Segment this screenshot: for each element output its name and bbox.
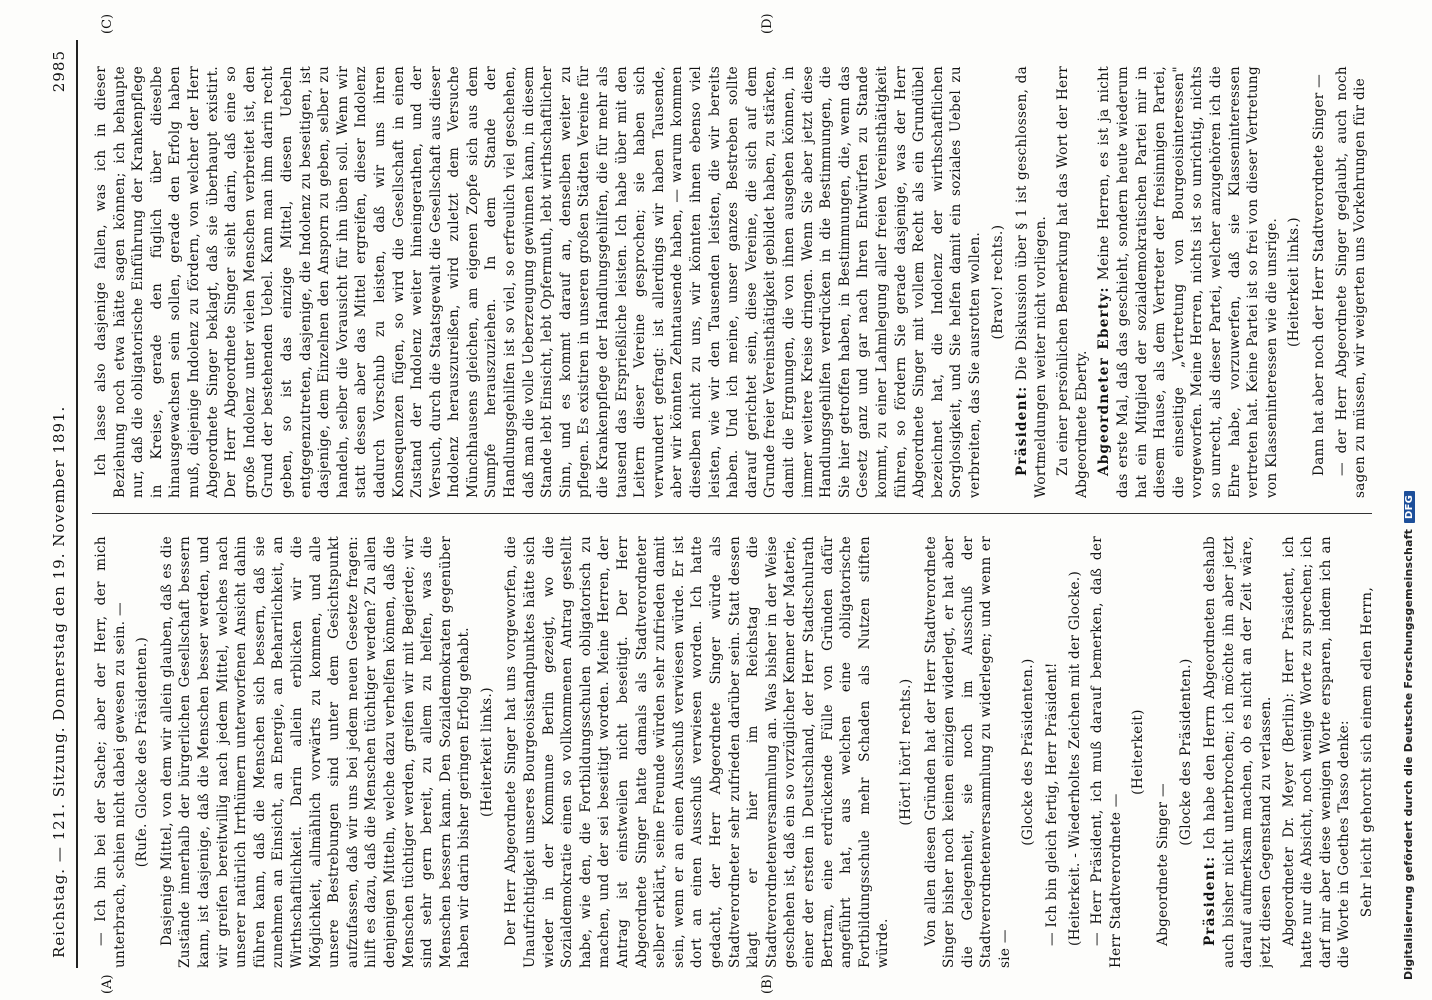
margin-mark-d: (D) [760, 13, 775, 34]
paragraph-text: Von allen diesen Gründen hat der Herr Stadtverordnete Singer bisher noch keinen einzigen widerlegt, er hat aber die Gelegenheit, sie noch im Ausschuß der Stadtverordnetenversammlung zu widerlegen; und wenn er sie — [922, 536, 1013, 968]
text-paragraph [1095, 66, 1281, 498]
paragraph-text: (Heiterkeit links.) [1286, 217, 1303, 347]
paragraph-text: Meine Herren, es ist ja nicht das erste Mal, daß das geschieht, sondern heute wiederum hat ein Mitglied der sozialdemokratischen Partei mir in diesem Hause, als dem Vertreter der freisinnigen Partei, die einseitige „Vertretung von Bourgeoisinteressen" vorgeworfen. Meine Herren, nichts ist so unrichtig, nichts so unrecht, als dieser Partei, welcher anzugehören ich die Ehre habe, vorzuwerfen, daß sie Klasseninteressen vertreten hat. Keine Partei ist so frei von dieser Vertretung von Klasseninteressen wie die unsrige. [1096, 66, 1280, 498]
stage-direction [1177, 536, 1196, 968]
paragraph-text: (Heiterkeit links.) [478, 687, 495, 817]
text-paragraph [92, 536, 129, 968]
stage-direction [897, 536, 916, 968]
paragraph-text: (Bravo! rechts.) [989, 224, 1006, 340]
text-paragraph [1201, 536, 1275, 968]
text-paragraph [1154, 536, 1173, 968]
text-paragraph [158, 536, 474, 968]
stage-direction [1285, 66, 1304, 498]
paragraph-text: Dasjenige Mittel, von dem wir allein glauben, daß es die Zustände innerhalb der bürgerlichen Gesellschaft bessern kann, ist dasjenige, daß die Menschen besser werden, und wir greifen bereitwillig nach jedem Mittel, welches nach unserer natürlich Irrthümern unterworfenen Ansicht dahin führen kann, daß die Menschen sich bessern, daß sie zunehmen an Einsicht, an Energie, an Beharrlichkeit, an Wirthschaftlichkeit. Darin allein erblicken wir die Möglichkeit, allmählich vorwärts zu kommen, und alle unsere Bestrebungen sind unter dem Gesichtspunkt aufzufassen, daß wir uns bei jedem neuen Gesetze fragen: hilft es dazu, daß die Menschen tüchtiger werden? Zu allen denjenigen Mitteln, welche dazu verhelfen können, daß die Menschen tüchtiger werden, greifen wir mit Begierde; wir sind sehr gern bereit, zu allem zu helfen, was die Menschen bessern kann. Den Sozialdemokraten gegenüber haben wir darin bisher geringen Erfolg gehabt. [158, 536, 473, 968]
paragraph-text: Der Herr Abgeordnete Singer hat uns vorgeworfen, die Unaufrichtigkeit unseres Bourgeoisstandpunktes hätte sich wieder in der Kommune Berlin gezeigt, wo die Sozialdemokratie einen so vollkommenen Antrag gestellt habe, wie den, die Fortbildungsschulen obligatorisch zu machen, und der sei beseitigt worden. Meine Herren, der Antrag ist einstweilen nicht beseitigt. Der Herr Abgeordnete Singer hatte damals als Stadtverordneter selber erklärt, seine Freunde würden sehr zufrieden damit sein, wenn er an einen Ausschuß verwiesen würde. Er ist dort an einen Ausschuß verwiesen worden. Ich hatte gedacht, der Herr Abgeordnete Singer würde als Stadtverordneter sehr zufrieden darüber sein. Statt dessen klagt er hier im Reichstag die Stadtverordnetenversammlung an. Was bisher in der Weise geschehen ist, daß ein so vorzüglicher Kenner der Materie, einer der ersten in Deutschland, der Herr Stadtschulrath Bertram, eine erdrückende Fülle von Gründen dafür angeführt hat, aus welchen eine obligatorische Fortbildungsschule mehr Schaden als Nutzen stiften würde. [503, 536, 892, 968]
text-paragraph [502, 536, 892, 968]
paragraph-text: Dann hat aber noch der Herr Stadtverordnete Singer — [1311, 73, 1327, 476]
paragraph-text: — Ich bin gleich fertig, Herr Präsident! [1044, 662, 1061, 946]
text-paragraph [922, 536, 1015, 968]
text-paragraph [1310, 66, 1329, 498]
margin-mark-a: (A) [100, 974, 115, 994]
text-paragraph [1013, 66, 1050, 498]
paragraph-text: Sehr leicht gehorcht sich einem edlen Herrn, [1359, 586, 1375, 918]
digitization-credit [1402, 40, 1415, 980]
paragraph-text: (Glocke des Präsidenten.) [1177, 658, 1194, 846]
column-divider [92, 513, 1372, 514]
speaker-name: Präsident: [1202, 855, 1219, 946]
text-paragraph [1066, 536, 1085, 968]
page-header [40, 40, 82, 968]
running-title: Reichstag. — 121. Sitzung. Donnerstag den 19. November 1891. [50, 405, 68, 958]
speaker-name: Präsident: [1014, 385, 1031, 476]
text-paragraph [1333, 66, 1370, 498]
rotated-document-page [40, 13, 1400, 994]
paragraph-text: Die Diskussion über § 1 ist geschlossen, da Wortmeldungen weiter nicht vorliegen. [1014, 66, 1049, 498]
paragraph-text: Zu einer persönlichen Bemerkung hat das Wort der Herr Abgeordnete Eberty. [1055, 66, 1090, 498]
paragraph-text: (Glocke des Präsidenten.) [1019, 658, 1036, 846]
paragraph-text: Abgeordneter Dr. Meyer (Berlin): Herr Präsident, ich hatte nur die Absicht, noch wenige Worte zu sprechen; ich darf mir aber diese wenigen Worte ersparen, indem ich an die Worte in Goethes Tasso denke: [1280, 536, 1353, 968]
text-paragraph [1054, 66, 1091, 498]
text-paragraph [1088, 536, 1125, 968]
paragraph-text: Ich habe den Herrn Abgeordneten deshalb auch bisher nicht unterbrochen; ich möchte ihn aber jetzt darauf aufmerksam machen, ob es nicht an der Zeit wäre, jetzt diesen Gegenstand zu verlassen. [1202, 536, 1275, 968]
margin-mark-b: (B) [760, 974, 775, 994]
stage-direction [989, 66, 1008, 498]
paragraph-text: (Heiterkeit) [1130, 709, 1147, 795]
stage-direction [1358, 536, 1377, 968]
paragraph-text: — der Herr Abgeordnete Singer geglaubt, auch noch sagen zu müssen, wir weigerten uns Vorkehrungen für die [1333, 66, 1369, 498]
speaker-name: Abgeordneter Eberty: [1096, 286, 1113, 476]
paragraph-text: (Rufe. Glocke des Präsidenten.) [134, 636, 151, 868]
paragraph-text: (Hört! hört! rechts.) [897, 678, 914, 826]
credit-text: Digitalisierung gefördert durch die Deutsche Forschungsgemeinschaft [1402, 528, 1415, 980]
stage-direction [1019, 536, 1038, 968]
paragraph-text: — Herr Präsident, ich muß darauf bemerken, daß der Herr Stadtverordnete — [1089, 536, 1124, 968]
text-paragraph [92, 66, 985, 498]
paragraph-text: — Ich bin bei der Sache; aber der Herr, der mich unterbrach, schien nicht dabei gewesen zu sein. — [93, 536, 128, 968]
page-number: 2985 [50, 50, 68, 93]
text-column-right [92, 66, 1382, 498]
stage-direction [1129, 536, 1148, 968]
text-column-left [92, 536, 1382, 968]
text-paragraph [1043, 536, 1062, 968]
text-paragraph [1280, 536, 1354, 968]
stage-direction [478, 536, 497, 968]
stage-direction [133, 536, 152, 968]
paragraph-text: Abgeordnete Singer — [1155, 783, 1172, 946]
margin-mark-c: (C) [100, 13, 115, 34]
paragraph-text: (Heiterkeit. - Wiederholtes Zeichen mit der Glocke.) [1066, 570, 1083, 946]
paragraph-text: Ich lasse also dasjenige fallen, was ich in dieser Beziehung noch etwa hätte sagen können; ich behaupte nur, daß die obligatorische Einführung der Krankenpflege in Kreise, gerade den füglich über dieselbe hinausgewachsen sein sollen, gerade den Erfolg haben muß, diejenige Indolenz zu fördern, von welcher der Herr Abgeordnete Singer beklagt, daß sie überhaupt existirt. Der Herr Abgeordnete Singer sieht darin, daß eine so große Indolenz unter vielen Menschen verbreitet ist, den Grund der bestehenden Uebel. Kann man ihm darin recht geben, so ist das einzige Mittel, diesen Uebeln entgegenzutreten, dasjenige, die Indolenz zu beseitigen, ist dasjenige, dem Einzelnen den Ansporn zu geben, selber zu handeln, selber die Vorausicht für ihn üben soll. Wenn wir statt dessen aber das Mittel ergreifen, dieser Indolenz dadurch Vorschub zu leisten, daß wir uns ihren Konsequenzen fügen, so wird die Gesellschaft in einen Zustand der Indolenz weiter hineingerathen, und der Versuch, durch die Staatsgewalt die Gesellschaft aus dieser Indolenz herauszureißen, wird zuletzt dem Versuche Münchhausens gleichen, am eigenen Zopfe sich aus dem Sumpfe herauszuziehen. In dem Stande der Handlungsgehilfen ist so viel, so erfreulich viel geschehen, daß man die volle Ueberzeugung gewinnen kann, in diesem Stande lebt Einsicht, lebt Opfermuth, lebt wirthschaftlicher Sinn, und es kommt darauf an, denselben weiter zu pflegen. Es existiren in unseren großen Städten Vereine für die Krankenpflege der Handlungsgehilfen, die für mehr als tausend das Ersprießliche leisten. Ich habe über mit den Leitern dieser Vereine gesprochen; sie haben sich verwundert gefragt: ist allerdings wir haben Tausende, aber wir könnten Zehntausende haben, — warum kommen dieselben nicht zu uns, wir könnten ihnen ebenso viel leisten, wie wir den Tausenden leisten, die wir bereits haben. Und ich meine, unser ganzes Bestreben sollte darauf gerichtet sein, diese Vereine, die sich auf dem Grunde freier Vereinsthätigkeit gebildet haben, zu stärken, damit die Ergnungen, die von ihnen ausgehen können, in immer weitere Kreise dringen. Wenn Sie aber jetzt diese Handlungsgehilfen verdrücken in die Bestimmungen, die Sie hier getroffen haben, in Bestimmungen, die, wenn das Gesetz ganz und gar nach Ihren Entwürfen zu Stande kommt, zu einer Lahmlegung aller freien Vereinsthätigkeit führen, so fördern Sie gerade dasjenige, was der Herr Abgeordnete Singer mit vollem Recht als ein Grundübel bezeichnet hat, die Indolenz der wirthschaftlichen Sorglosigkeit, und Sie helfen damit ein soziales Uebel zu verbreiten, das Sie ausrotten wollen. [93, 66, 983, 498]
dfg-logo: DFG [1404, 491, 1415, 523]
header-rule [76, 40, 78, 968]
